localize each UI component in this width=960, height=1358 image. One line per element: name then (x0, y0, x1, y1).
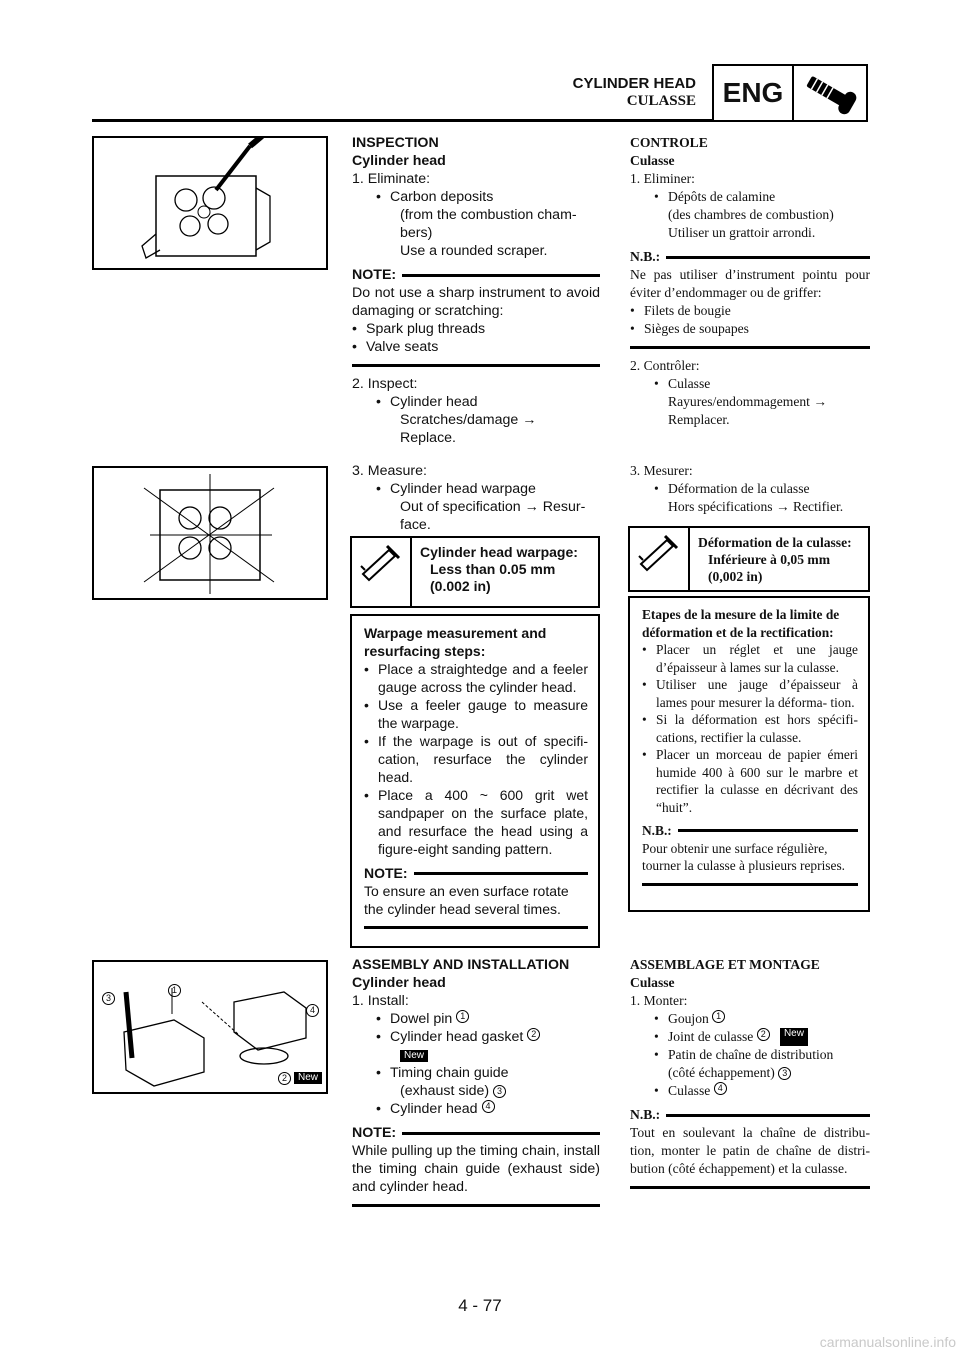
warpage-procedure-box-fr (628, 596, 870, 912)
item-detail: Use a rounded scraper. (400, 243, 548, 259)
list-item: • Déformation de la culasse (654, 481, 810, 496)
list-item: • Dépôts de calamine (654, 189, 776, 204)
item-detail: Hors spécifications → Rectifier. (668, 499, 844, 514)
note-text: To ensure an even surface rotate the cylinder head several times. (364, 883, 569, 917)
item-detail: Utiliser un grattoir arrondi. (668, 225, 816, 240)
section-heading: INSPECTION (352, 135, 439, 151)
step-label: 1. Monter: (630, 993, 688, 1008)
callout-2: 2 (278, 1072, 291, 1085)
list-item: • Culasse 4 (630, 1082, 870, 1100)
engine-wrench-icon (794, 66, 866, 120)
section-heading: ASSEMBLAGE ET MONTAGE (630, 957, 820, 972)
callout-4: 4 (306, 1004, 319, 1017)
page-number: 4 - 77 (458, 1296, 502, 1315)
procedure-bullet: • Placer un réglet et une jauge d’épaisseur à lames sur la culasse. (642, 642, 858, 675)
list-item: • Joint de culasse 2 New (630, 1028, 870, 1046)
note-end-rule (630, 1186, 870, 1189)
procedure-bullet: • Place a 400 ~ 600 grit wet sandpaper on the surface plate, and resurface the head using a figure-eight sanding pattern. (364, 787, 588, 857)
note-text: Ne pas utiliser d’instrument pointu pour éviter d’endommager ou de griffer: (630, 267, 870, 300)
list-item: • Cylinder head 4 (352, 1100, 600, 1118)
callout-1: 1 (712, 1010, 725, 1023)
spec-label: Cylinder head warpage: (420, 544, 578, 560)
list-item: • Cylinder head (376, 394, 478, 410)
note-header: NOTE: (352, 1124, 600, 1142)
note-header: N.B.: (642, 822, 858, 840)
new-part-badge: New (294, 1072, 322, 1084)
procedure-bullet: • Utiliser une jauge d’épaisseur à lames pour mesurer la déforma- tion. (642, 677, 858, 710)
new-part-badge: New (780, 1028, 808, 1046)
item-detail: Replace. (400, 430, 456, 446)
note-text: While pulling up the timing chain, install the timing chain guide (exhaust side) and cylinder head. (352, 1143, 600, 1195)
item-detail: Scratches/damage → (400, 412, 537, 428)
callout-4: 4 (482, 1100, 495, 1113)
warpage-spec-box-fr (628, 526, 870, 592)
header-rule (92, 119, 712, 122)
measure-section-fr (630, 462, 870, 516)
list-item: • Cylinder head gasket 2 (352, 1028, 600, 1046)
step-label: 3. Mesurer: (630, 463, 693, 478)
item-detail: face. (400, 517, 431, 533)
list-item: • Dowel pin 1 (352, 1010, 600, 1028)
note-end-rule (642, 883, 858, 886)
section-subheading: Culasse (630, 153, 675, 168)
assembly-section-fr (630, 956, 870, 1197)
measure-section-en (352, 462, 600, 534)
spec-value-imperial: (0.002 in) (430, 578, 491, 594)
cylinder-head-scraper-illustration (92, 136, 328, 270)
inspection-section-en (352, 134, 600, 447)
item-detail: (des chambres de combustion) (668, 207, 834, 222)
note-bullet: • Spark plug threads (352, 321, 486, 337)
callout-1: 1 (168, 984, 181, 997)
section-subheading: Culasse (630, 975, 675, 990)
note-text: Pour obtenir une surface régulière, tourner la culasse à plusieurs reprises. (642, 840, 846, 873)
note-header: N.B.: (630, 248, 870, 266)
step-label: 1. Install: (352, 993, 409, 1009)
list-item: • Culasse (654, 376, 711, 391)
note-bullet: • Sièges de soupapes (630, 321, 749, 336)
callout-2: 2 (527, 1028, 540, 1041)
note-bullet: • Valve seats (352, 339, 439, 355)
procedure-title: Etapes de la mesure de la limite de déformation et de la rectification: (642, 607, 840, 640)
step-label: 2. Inspect: (352, 376, 418, 392)
list-item: • Carbon deposits (376, 189, 494, 205)
section-heading: CONTROLE (630, 135, 708, 150)
callout-3: 3 (102, 992, 115, 1005)
callout-3: 3 (778, 1067, 791, 1080)
step-label: 3. Measure: (352, 463, 427, 479)
procedure-bullet: • Si la déformation est hors spécifi- cations, rectifier la culasse. (642, 712, 858, 745)
procedure-bullet: • Place a straightedge and a feeler gauge across the cylinder head. (364, 661, 588, 695)
callout-3: 3 (493, 1085, 506, 1098)
spec-value: Inférieure à 0,05 mm (708, 552, 831, 567)
item-detail: bers) (400, 225, 433, 241)
procedure-title: Warpage measurement and resurfacing steps: (364, 625, 547, 659)
list-item: • Cylinder head warpage (376, 481, 536, 497)
procedure-bullet: • If the warpage is out of specifi- cation, resurface the cylinder head. (364, 733, 588, 785)
note-header: NOTE: (352, 266, 600, 284)
note-text: Tout en soulevant la chaîne de distribu- tion, monter le patin de chaîne de distri- bution (côté échappement) et la culasse. (630, 1125, 870, 1176)
section-label: ENG (714, 66, 794, 120)
callout-2: 2 (757, 1028, 770, 1041)
caliper-icon (352, 538, 410, 606)
new-part-badge: New (400, 1050, 428, 1062)
step-label: 1. Eliminer: (630, 171, 695, 186)
warpage-procedure-box-en (350, 614, 600, 948)
note-end-rule (630, 346, 870, 349)
section-tab (712, 64, 868, 122)
section-subheading: Cylinder head (352, 975, 446, 991)
caliper-icon (630, 528, 688, 590)
note-end-rule (364, 926, 588, 929)
procedure-bullet: • Placer un morceau de papier émeri humide 400 à 600 sur le marbre et rectifier la culasse en décrivant des “huit”. (642, 747, 858, 815)
list-item: • Timing chain guide (376, 1065, 509, 1081)
item-detail: Out of specification → Resur- (400, 499, 586, 515)
spec-value: Less than 0.05 mm (430, 561, 556, 577)
item-detail: (exhaust side) 3 (352, 1082, 600, 1100)
list-item: • Patin de chaîne de distribution (654, 1047, 834, 1062)
section-heading: ASSEMBLY AND INSTALLATION (352, 957, 570, 973)
cylinder-head-assembly-illustration (92, 960, 328, 1094)
header-title: CYLINDER HEAD (572, 75, 696, 92)
step-label: 2. Contrôler: (630, 358, 700, 373)
note-header: NOTE: (364, 864, 588, 882)
note-text: Do not use a sharp instrument to avoid damaging or scratching: (352, 285, 600, 319)
cylinder-head-warpage-illustration (92, 466, 328, 600)
note-end-rule (352, 364, 600, 367)
step-label: 1. Eliminate: (352, 171, 431, 187)
inspection-section-fr (630, 134, 870, 429)
procedure-bullet: • Use a feeler gauge to measure the warpage. (364, 697, 588, 731)
note-end-rule (352, 1204, 600, 1207)
callout-1: 1 (456, 1010, 469, 1023)
item-detail: Remplacer. (668, 412, 730, 427)
new-part-row (352, 1046, 600, 1064)
note-header: N.B.: (630, 1106, 870, 1124)
watermark: carmanualsonline.info (819, 1334, 956, 1350)
assembly-section-en (352, 956, 600, 1215)
item-detail: (côté échappement) 3 (630, 1064, 870, 1082)
list-item: • Goujon 1 (630, 1010, 870, 1028)
spec-value-imperial: (0,002 in) (708, 569, 763, 584)
spec-label: Déformation de la culasse: (698, 535, 852, 550)
item-detail: (from the combustion cham- (400, 207, 577, 223)
note-bullet: • Filets de bougie (630, 303, 731, 318)
warpage-spec-box-en (350, 536, 600, 608)
header-subtitle: CULASSE (626, 93, 696, 109)
section-subheading: Cylinder head (352, 153, 446, 169)
callout-4: 4 (714, 1082, 727, 1095)
item-detail: Rayures/endommagement → (668, 394, 827, 409)
